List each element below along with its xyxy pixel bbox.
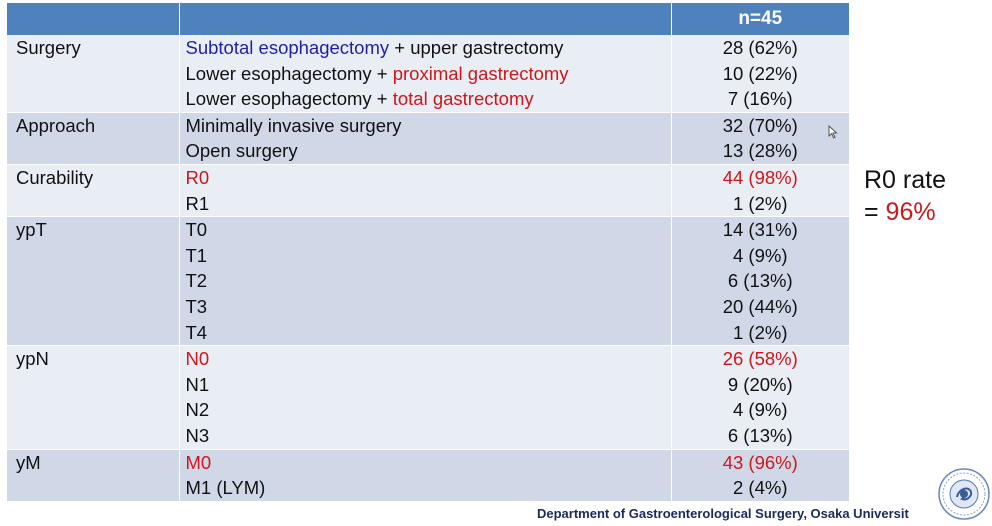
- r0-rate-equals: =: [864, 198, 886, 226]
- category-cell: [7, 191, 179, 217]
- item-cell: [179, 372, 671, 398]
- category-cell: yM: [7, 449, 179, 475]
- item-text: Minimally invasive surgery: [185, 114, 402, 136]
- category-cell: [7, 138, 179, 164]
- item-text: R1: [185, 192, 210, 214]
- table-row: [7, 86, 849, 112]
- item-cell: [179, 217, 671, 243]
- item-highlight-text: R0: [185, 166, 210, 188]
- value-cell: 26 (58%): [671, 346, 849, 372]
- item-cell: [179, 164, 671, 190]
- header-cell-n: n=45: [671, 3, 849, 35]
- item-cell: [179, 423, 671, 449]
- category-cell: [7, 320, 179, 346]
- item-cell: [179, 191, 671, 217]
- item-cell: [179, 35, 671, 61]
- category-cell: [7, 86, 179, 112]
- table-row: [7, 449, 849, 475]
- category-cell: [7, 294, 179, 320]
- value-cell: 10 (22%): [671, 61, 849, 87]
- value-cell: 4 (9%): [671, 397, 849, 423]
- table-row: [7, 346, 849, 372]
- r0-rate-value: 96%: [885, 198, 936, 226]
- item-highlight-text: M0: [185, 451, 212, 473]
- table-group: [7, 217, 849, 346]
- footer-department: Department of Gastroenterological Surgery, Osaka Universit: [537, 506, 909, 521]
- item-cell: [179, 346, 671, 372]
- value-cell: 4 (9%): [671, 243, 849, 269]
- value-cell: 6 (13%): [671, 268, 849, 294]
- category-cell: ypN: [7, 346, 179, 372]
- mouse-cursor-icon: [828, 125, 838, 139]
- category-cell: [7, 372, 179, 398]
- item-cell: [179, 475, 671, 501]
- value-cell: 14 (31%): [671, 217, 849, 243]
- item-cell: [179, 320, 671, 346]
- category-cell: Surgery: [7, 35, 179, 61]
- table-group: [7, 35, 849, 112]
- item-text: N2: [185, 399, 210, 421]
- table-row: [7, 423, 849, 449]
- table-group: [7, 112, 849, 164]
- table-row: [7, 112, 849, 138]
- category-cell: [7, 61, 179, 87]
- category-cell: [7, 423, 179, 449]
- table-group: [7, 346, 849, 449]
- item-cell: [179, 449, 671, 475]
- value-cell: 9 (20%): [671, 372, 849, 398]
- table-row: [7, 217, 849, 243]
- item-highlight-text: proximal gastrectomy: [392, 62, 569, 84]
- value-cell: 1 (2%): [671, 191, 849, 217]
- item-text: N3: [185, 424, 210, 446]
- item-cell: [179, 268, 671, 294]
- r0-rate-line: [864, 196, 946, 228]
- value-cell: 1 (2%): [671, 320, 849, 346]
- item-text: Lower esophagectomy +: [185, 62, 393, 84]
- value-cell: 32 (70%): [671, 112, 849, 138]
- table-group: [7, 164, 849, 216]
- value-cell: 44 (98%): [671, 164, 849, 190]
- value-cell: 43 (96%): [671, 449, 849, 475]
- category-cell: [7, 243, 179, 269]
- table-group: [7, 449, 849, 501]
- table-row: [7, 475, 849, 501]
- results-table: [7, 3, 849, 501]
- table-row: [7, 320, 849, 346]
- item-highlight-text: Subtotal esophagectomy: [185, 37, 390, 58]
- item-text: N1: [185, 373, 210, 395]
- item-text: T1: [185, 244, 208, 266]
- category-cell: Curability: [7, 164, 179, 190]
- item-cell: [179, 243, 671, 269]
- item-cell: [179, 112, 671, 138]
- item-cell: [179, 61, 671, 87]
- item-cell: [179, 86, 671, 112]
- value-cell: 20 (44%): [671, 294, 849, 320]
- header-cell-item: [179, 3, 671, 35]
- table-row: [7, 191, 849, 217]
- item-highlight-text: total gastrectomy: [392, 88, 534, 110]
- category-cell: [7, 397, 179, 423]
- value-cell: 6 (13%): [671, 423, 849, 449]
- category-cell: ypT: [7, 217, 179, 243]
- item-text: Open surgery: [185, 140, 298, 162]
- table-row: [7, 372, 849, 398]
- table-header-row: [7, 3, 849, 35]
- item-text: T4: [185, 321, 208, 343]
- item-text: T3: [185, 295, 208, 317]
- item-text: M1 (LYM): [185, 477, 266, 499]
- category-cell: Approach: [7, 112, 179, 138]
- item-text: + upper gastrectomy: [389, 37, 564, 58]
- value-cell: 28 (62%): [671, 35, 849, 61]
- r0-rate-label: R0 rate: [864, 166, 946, 194]
- item-cell: [179, 397, 671, 423]
- item-text: T2: [185, 270, 208, 292]
- table-row: [7, 61, 849, 87]
- table-row: [7, 164, 849, 190]
- university-seal-icon: [938, 466, 990, 522]
- table-row: [7, 138, 849, 164]
- table-row: [7, 268, 849, 294]
- value-cell: 7 (16%): [671, 86, 849, 112]
- category-cell: [7, 475, 179, 501]
- item-text: Lower esophagectomy +: [185, 88, 393, 110]
- table-row: [7, 397, 849, 423]
- table-row: [7, 35, 849, 61]
- table-row: [7, 294, 849, 320]
- item-text: T0: [185, 219, 208, 241]
- item-cell: [179, 294, 671, 320]
- value-cell: 2 (4%): [671, 475, 849, 501]
- table-row: [7, 243, 849, 269]
- header-cell-category: [7, 3, 179, 35]
- category-cell: [7, 268, 179, 294]
- value-cell: 13 (28%): [671, 138, 849, 164]
- r0-rate-note: [864, 164, 946, 228]
- item-highlight-text: N0: [185, 348, 210, 370]
- item-cell: [179, 138, 671, 164]
